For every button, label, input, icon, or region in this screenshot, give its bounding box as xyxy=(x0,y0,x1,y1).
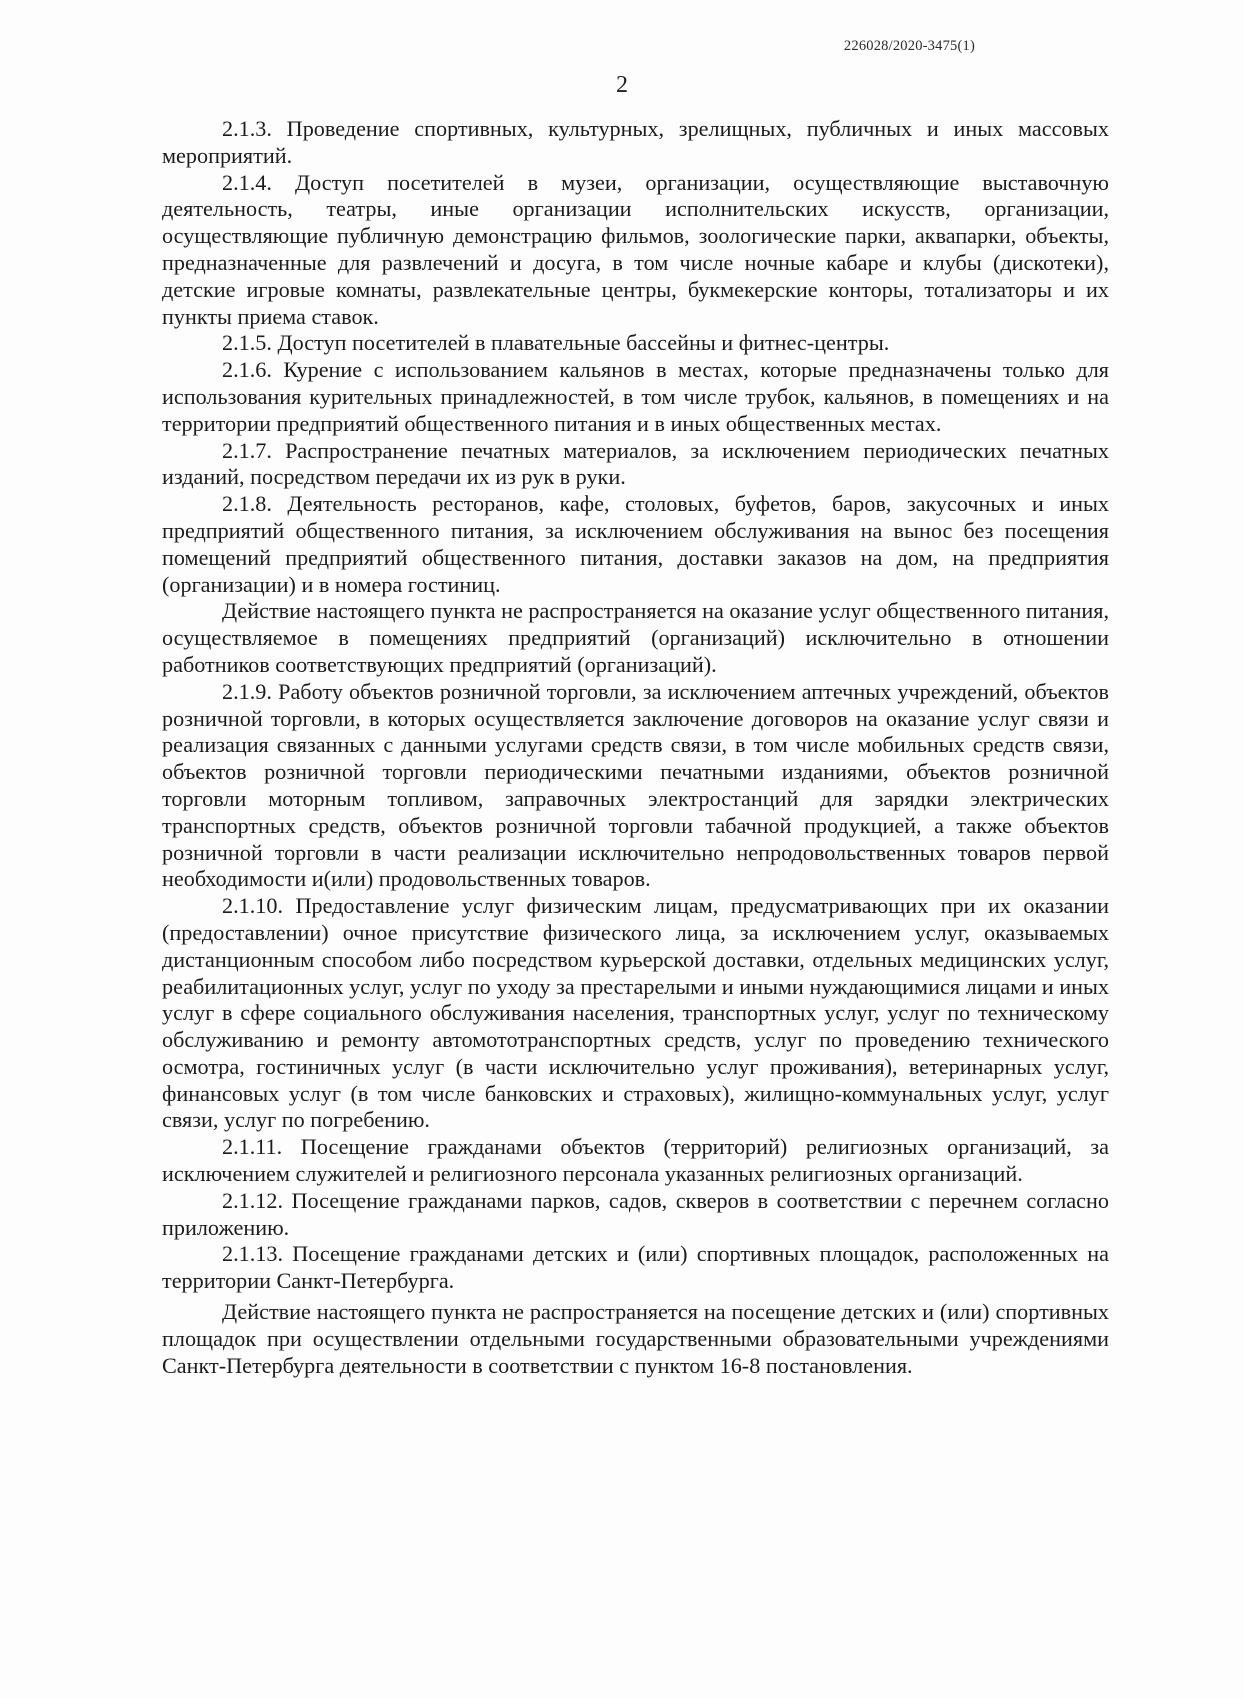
page-number: 2 xyxy=(616,72,628,98)
paragraph-2-1-4: 2.1.4. Доступ посетителей в музеи, организации, осуществляющие выставочную деятельность, театры, иные организации исполнительских искусств, организации, осуществляющие публичную демонстрацию фильмов, зоологические парки, аквапарки, объекты, предназначенные для развлечений и досуга, в том числе ночные кабаре и клубы (дискотеки), детские игровые комнаты, развлекательные центры, букмекерские конторы, тотализаторы и их пункты приема ставок. xyxy=(162,169,1109,329)
paragraph-2-1-5: 2.1.5. Доступ посетителей в плавательные бассейны и фитнес-центры. xyxy=(222,330,890,356)
paragraph-2-1-11: 2.1.11. Посещение гражданами объектов (территорий) религиозных организаций, за исключением служителей и религиозного персонала указанных религиозных организаций. xyxy=(162,1134,1109,1187)
document-registration-number: 226028/2020-3475(1) xyxy=(843,38,975,54)
paragraph-2-1-13-exception: Действие настоящего пункта не распространяется на посещение детских и (или) спортивных площадок при осуществлении отдельными государственными образовательными учреждениями Санкт-Петербурга деятельности в соответствии с пунктом 16-8 постановления. xyxy=(162,1299,1109,1378)
document-body xyxy=(162,116,1109,1379)
paragraph-2-1-7: 2.1.7. Распространение печатных материалов, за исключением периодических печатных изданий, посредством передачи их из рук в руки. xyxy=(162,437,1109,490)
paragraph-2-1-6: 2.1.6. Курение с использованием кальянов в местах, которые предназначены только для использования курительных принадлежностей, в том числе трубок, кальянов, в помещениях и на территории предприятий общественного питания и в иных общественных местах. xyxy=(162,357,1109,436)
paragraph-2-1-3: 2.1.3. Проведение спортивных, культурных, зрелищных, публичных и иных массовых мероприятий. xyxy=(162,116,1109,168)
paragraph-2-1-8-exception: Действие настоящего пункта не распространяется на оказание услуг общественного питания, осуществляемое в помещениях предприятий (организаций) исключительно в отношении работников соответствующих предприятий (организаций). xyxy=(162,598,1109,677)
paragraph-2-1-8: 2.1.8. Деятельность ресторанов, кафе, столовых, буфетов, баров, закусочных и иных предприятий общественного питания, за исключением обслуживания на вынос без посещения помещений предприятий общественного питания, доставки заказов на дом, на предприятия (организации) и в номера гостиниц. xyxy=(162,491,1109,597)
paragraph-2-1-9: 2.1.9. Работу объектов розничной торговли, за исключением аптечных учреждений, объектов розничной торговли, в которых осуществляется заключение договоров на оказание услуг связи и реализация связанных с данными услугами средств связи, в том числе мобильных средств связи, объектов розничной торговли периодическими печатными изданиями, объектов розничной торговли моторным топливом, заправочных электростанций для зарядки электрических транспортных средств, объектов розничной торговли табачной продукцией, а также объектов розничной торговли в части реализации исключительно непродовольственных товаров первой необходимости и(или) продовольственных товаров. xyxy=(162,678,1109,892)
paragraph-2-1-12: 2.1.12. Посещение гражданами парков, садов, скверов в соответствии с перечнем согласно приложению. xyxy=(162,1187,1109,1240)
paragraph-2-1-13: 2.1.13. Посещение гражданами детских и (или) спортивных площадок, расположенных на территории Санкт-Петербурга. xyxy=(162,1241,1109,1294)
paragraph-2-1-10: 2.1.10. Предоставление услуг физическим лицам, предусматривающих при их оказании (предоставлении) очное присутствие физического лица, за исключением услуг, оказываемых дистанционным способом либо посредством курьерской доставки, отдельных медицинских услуг, реабилитационных услуг, услуг по уходу за престарелыми и иными нуждающимися лицами и иных услуг в сфере социального обслуживания населения, транспортных услуг, услуг по техническому обслуживанию и ремонту автомототранспортных средств, услуг по проведению технического осмотра, гостиничных услуг (в части исключительно услуг проживания), ветеринарных услуг, финансовых услуг (в том числе банковских и страховых), жилищно-коммунальных услуг, услуг связи, услуг по погребению. xyxy=(162,893,1109,1133)
